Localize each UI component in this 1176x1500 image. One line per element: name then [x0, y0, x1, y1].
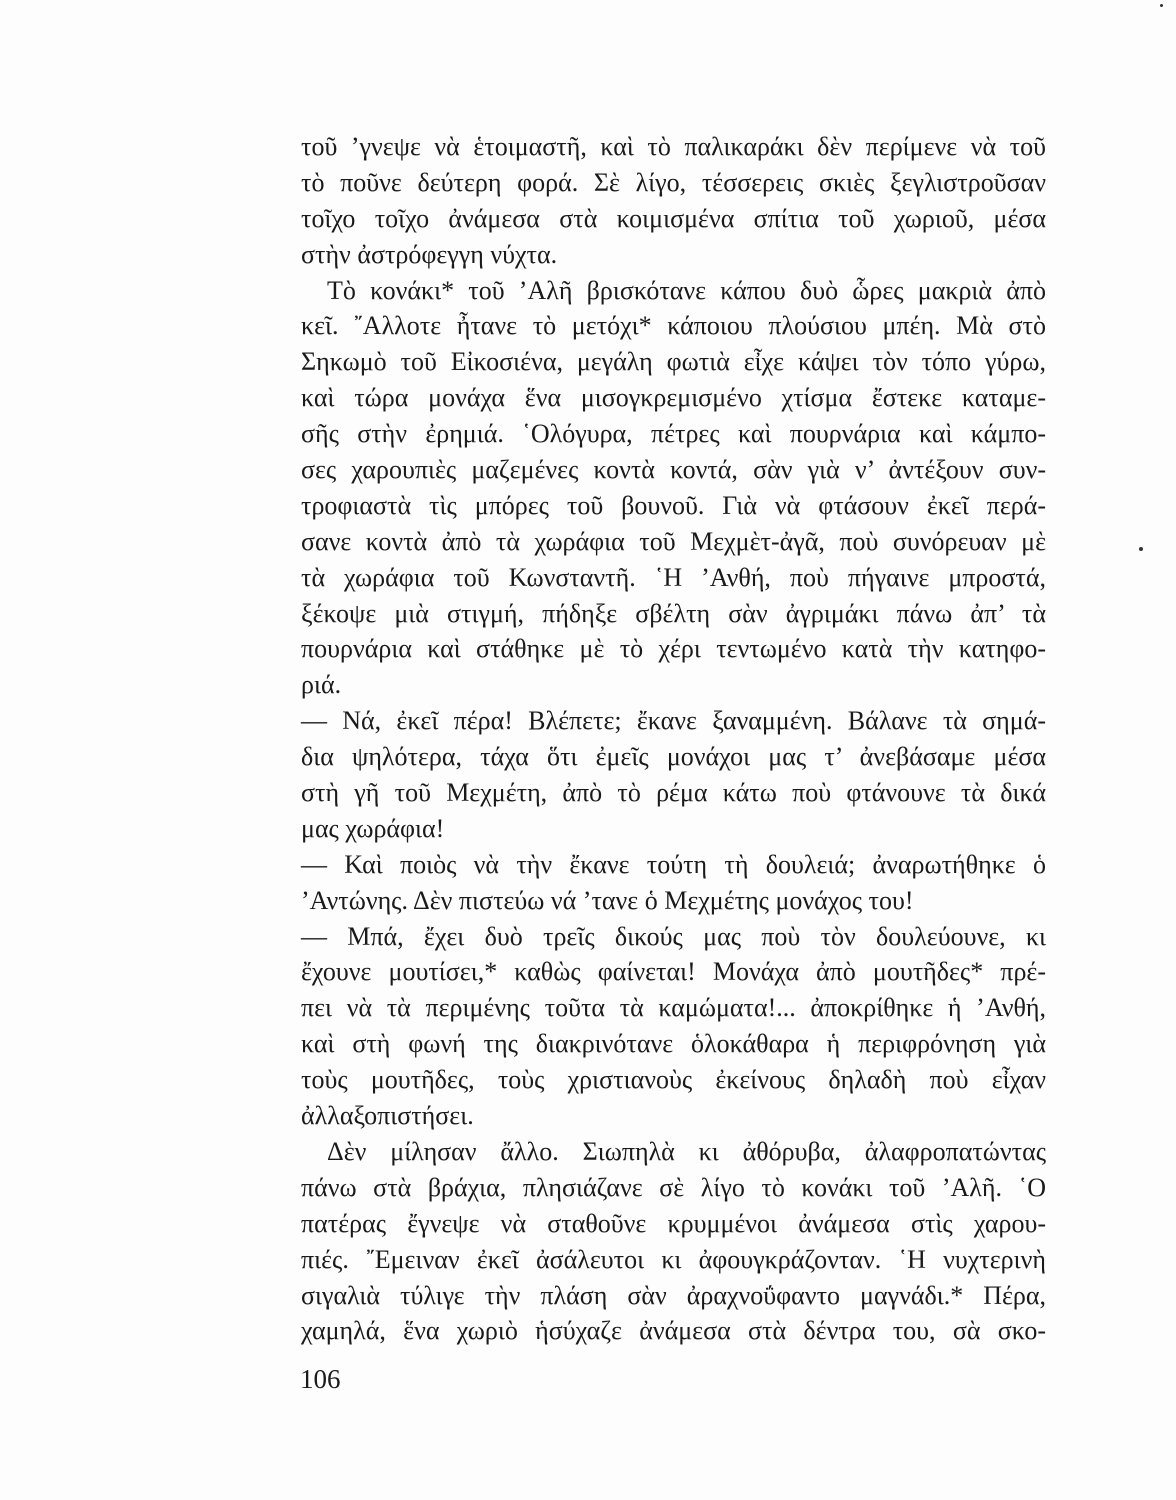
text-line: καὶ στὴ φωνή της διακρινότανε ὁλοκάθαρα ἡ περιφρόνηση γιὰ [301, 1029, 1046, 1059]
body-text [301, 129, 1046, 1349]
text-line: — Μπά, ἔχει δυὸ τρεῖς δικούς μας ποὺ τὸν δουλεύουνε, κι [301, 921, 1046, 951]
text-line: ξέκοψε μιὰ στιγμή, πήδηξε σβέλτη σὰν ἀγριμάκι πάνω ἀπ’ τὰ [301, 598, 1046, 628]
text-line: στὴ γῆ τοῦ Μεχμέτη, ἀπὸ τὸ ρέμα κάτω ποὺ φτάνουνε τὰ δικά [301, 778, 1046, 808]
text-line: τροφιαστὰ τὶς μπόρες τοῦ βουνοῦ. Γιὰ νὰ φτάσουν ἐκεῖ περά- [301, 490, 1046, 520]
text-line: τὸ ποῦνε δεύτερη φορά. Σὲ λίγο, τέσσερεις σκιὲς ξεγλιστροῦσαν [301, 167, 1046, 197]
text-line: κεῖ. ῎Αλλοτε ἦτανε τὸ μετόχι* κάποιου πλούσιου μπέη. Μὰ στὸ [301, 311, 1046, 341]
text-line: πατέρας ἔγνεψε νὰ σταθοῦνε κρυμμένοι ἀνάμεσα στὶς χαρου- [301, 1208, 1046, 1238]
text-line: καὶ τώρα μονάχα ἕνα μισογκρεμισμένο χτίσμα ἔστεκε καταμε- [301, 383, 1046, 413]
text-line: τοὺς μουτῆδες, τοὺς χριστιανοὺς ἐκείνους δηλαδὴ ποὺ εἶχαν [301, 1065, 1046, 1095]
text-line: στὴν ἀστρόφεγγη νύχτα. [301, 239, 558, 269]
page-number: 106 [300, 1364, 341, 1394]
text-line: πει νὰ τὰ περιμένης τοῦτα τὰ καμώματα!... ἀποκρίθηκε ἡ ’Ανθή, [301, 993, 1046, 1023]
text-line: δια ψηλότερα, τάχα ὅτι ἐμεῖς μονάχοι μας τ’ ἀνεβάσαμε μέσα [301, 742, 1046, 772]
text-line: σῆς στὴν ἐρημιά. ῾Ολόγυρα, πέτρες καὶ πουρνάρια καὶ κάμπο- [301, 419, 1046, 449]
scan-speck [1160, 4, 1163, 7]
text-line: ἀλλαξοπιστήσει. [301, 1101, 474, 1131]
text-line: ριά. [301, 670, 342, 700]
text-line: τοῦ ’γνεψε νὰ ἑτοιμαστῆ, καὶ τὸ παλικαράκι δὲν περίμενε νὰ τοῦ [301, 132, 1046, 161]
text-line: χαμηλά, ἕνα χωριὸ ἡσύχαζε ἀνάμεσα στὰ δέντρα του, σὰ σκο- [301, 1316, 1046, 1346]
text-line: Δὲν μίλησαν ἄλλο. Σιωπηλὰ κι ἀθόρυβα, ἀλαφροπατώντας [327, 1136, 1046, 1166]
text-line: — Νά, ἐκεῖ πέρα! Βλέπετε; ἔκανε ξαναμμένη. Βάλανε τὰ σημά- [301, 706, 1046, 736]
text-line: σες χαρουπιὲς μαζεμένες κοντὰ κοντά, σὰν γιὰ ν’ ἀντέξουν συν- [301, 455, 1046, 485]
text-line: πάνω στὰ βράχια, πλησιάζανε σὲ λίγο τὸ κονάκι τοῦ ’Αλῆ. ῾Ο [301, 1172, 1046, 1202]
text-line: μας χωράφια! [301, 813, 445, 843]
text-line: — Καὶ ποιὸς νὰ τὴν ἔκανε τούτη τὴ δουλειά; ἀναρωτήθηκε ὁ [301, 849, 1046, 879]
text-line: Σηκωμὸ τοῦ Εἰκοσιένα, μεγάλη φωτιὰ εἶχε κάψει τὸν τόπο γύρω, [301, 347, 1046, 377]
text-line: Τὸ κονάκι* τοῦ ’Αλῆ βρισκότανε κάπου δυὸ ὧρες μακριὰ ἀπὸ [327, 275, 1046, 305]
text-line: σανε κοντὰ ἀπὸ τὰ χωράφια τοῦ Μεχμὲτ-ἀγᾶ, ποὺ συνόρευαν μὲ [301, 526, 1046, 556]
text-line: τὰ χωράφια τοῦ Κωνσταντῆ. ῾Η ’Ανθή, ποὺ πήγαινε μπροστά, [301, 562, 1046, 592]
text-line: σιγαλιὰ τύλιγε τὴν πλάση σὰν ἀραχνοΰφαντο μαγνάδι.* Πέρα, [301, 1280, 1046, 1310]
text-line: πουρνάρια καὶ στάθηκε μὲ τὸ χέρι τεντωμένο κατὰ τὴν κατηφο- [301, 634, 1046, 664]
scan-speck [1139, 547, 1143, 551]
text-line: πιές. ῎Εμειναν ἐκεῖ ἀσάλευτοι κι ἀφουγκράζονταν. ῾Η νυχτερινὴ [301, 1244, 1046, 1274]
text-line: τοῖχο τοῖχο ἀνάμεσα στὰ κοιμισμένα σπίτια τοῦ χωριοῦ, μέσα [301, 203, 1046, 233]
text-line: ’Αντώνης. Δὲν πιστεύω νά ’τανε ὁ Μεχμέτης μονάχος του! [301, 885, 914, 915]
text-line: ἔχουνε μουτίσει,* καθὼς φαίνεται! Μονάχα ἀπὸ μουτῆδες* πρέ- [301, 957, 1046, 987]
